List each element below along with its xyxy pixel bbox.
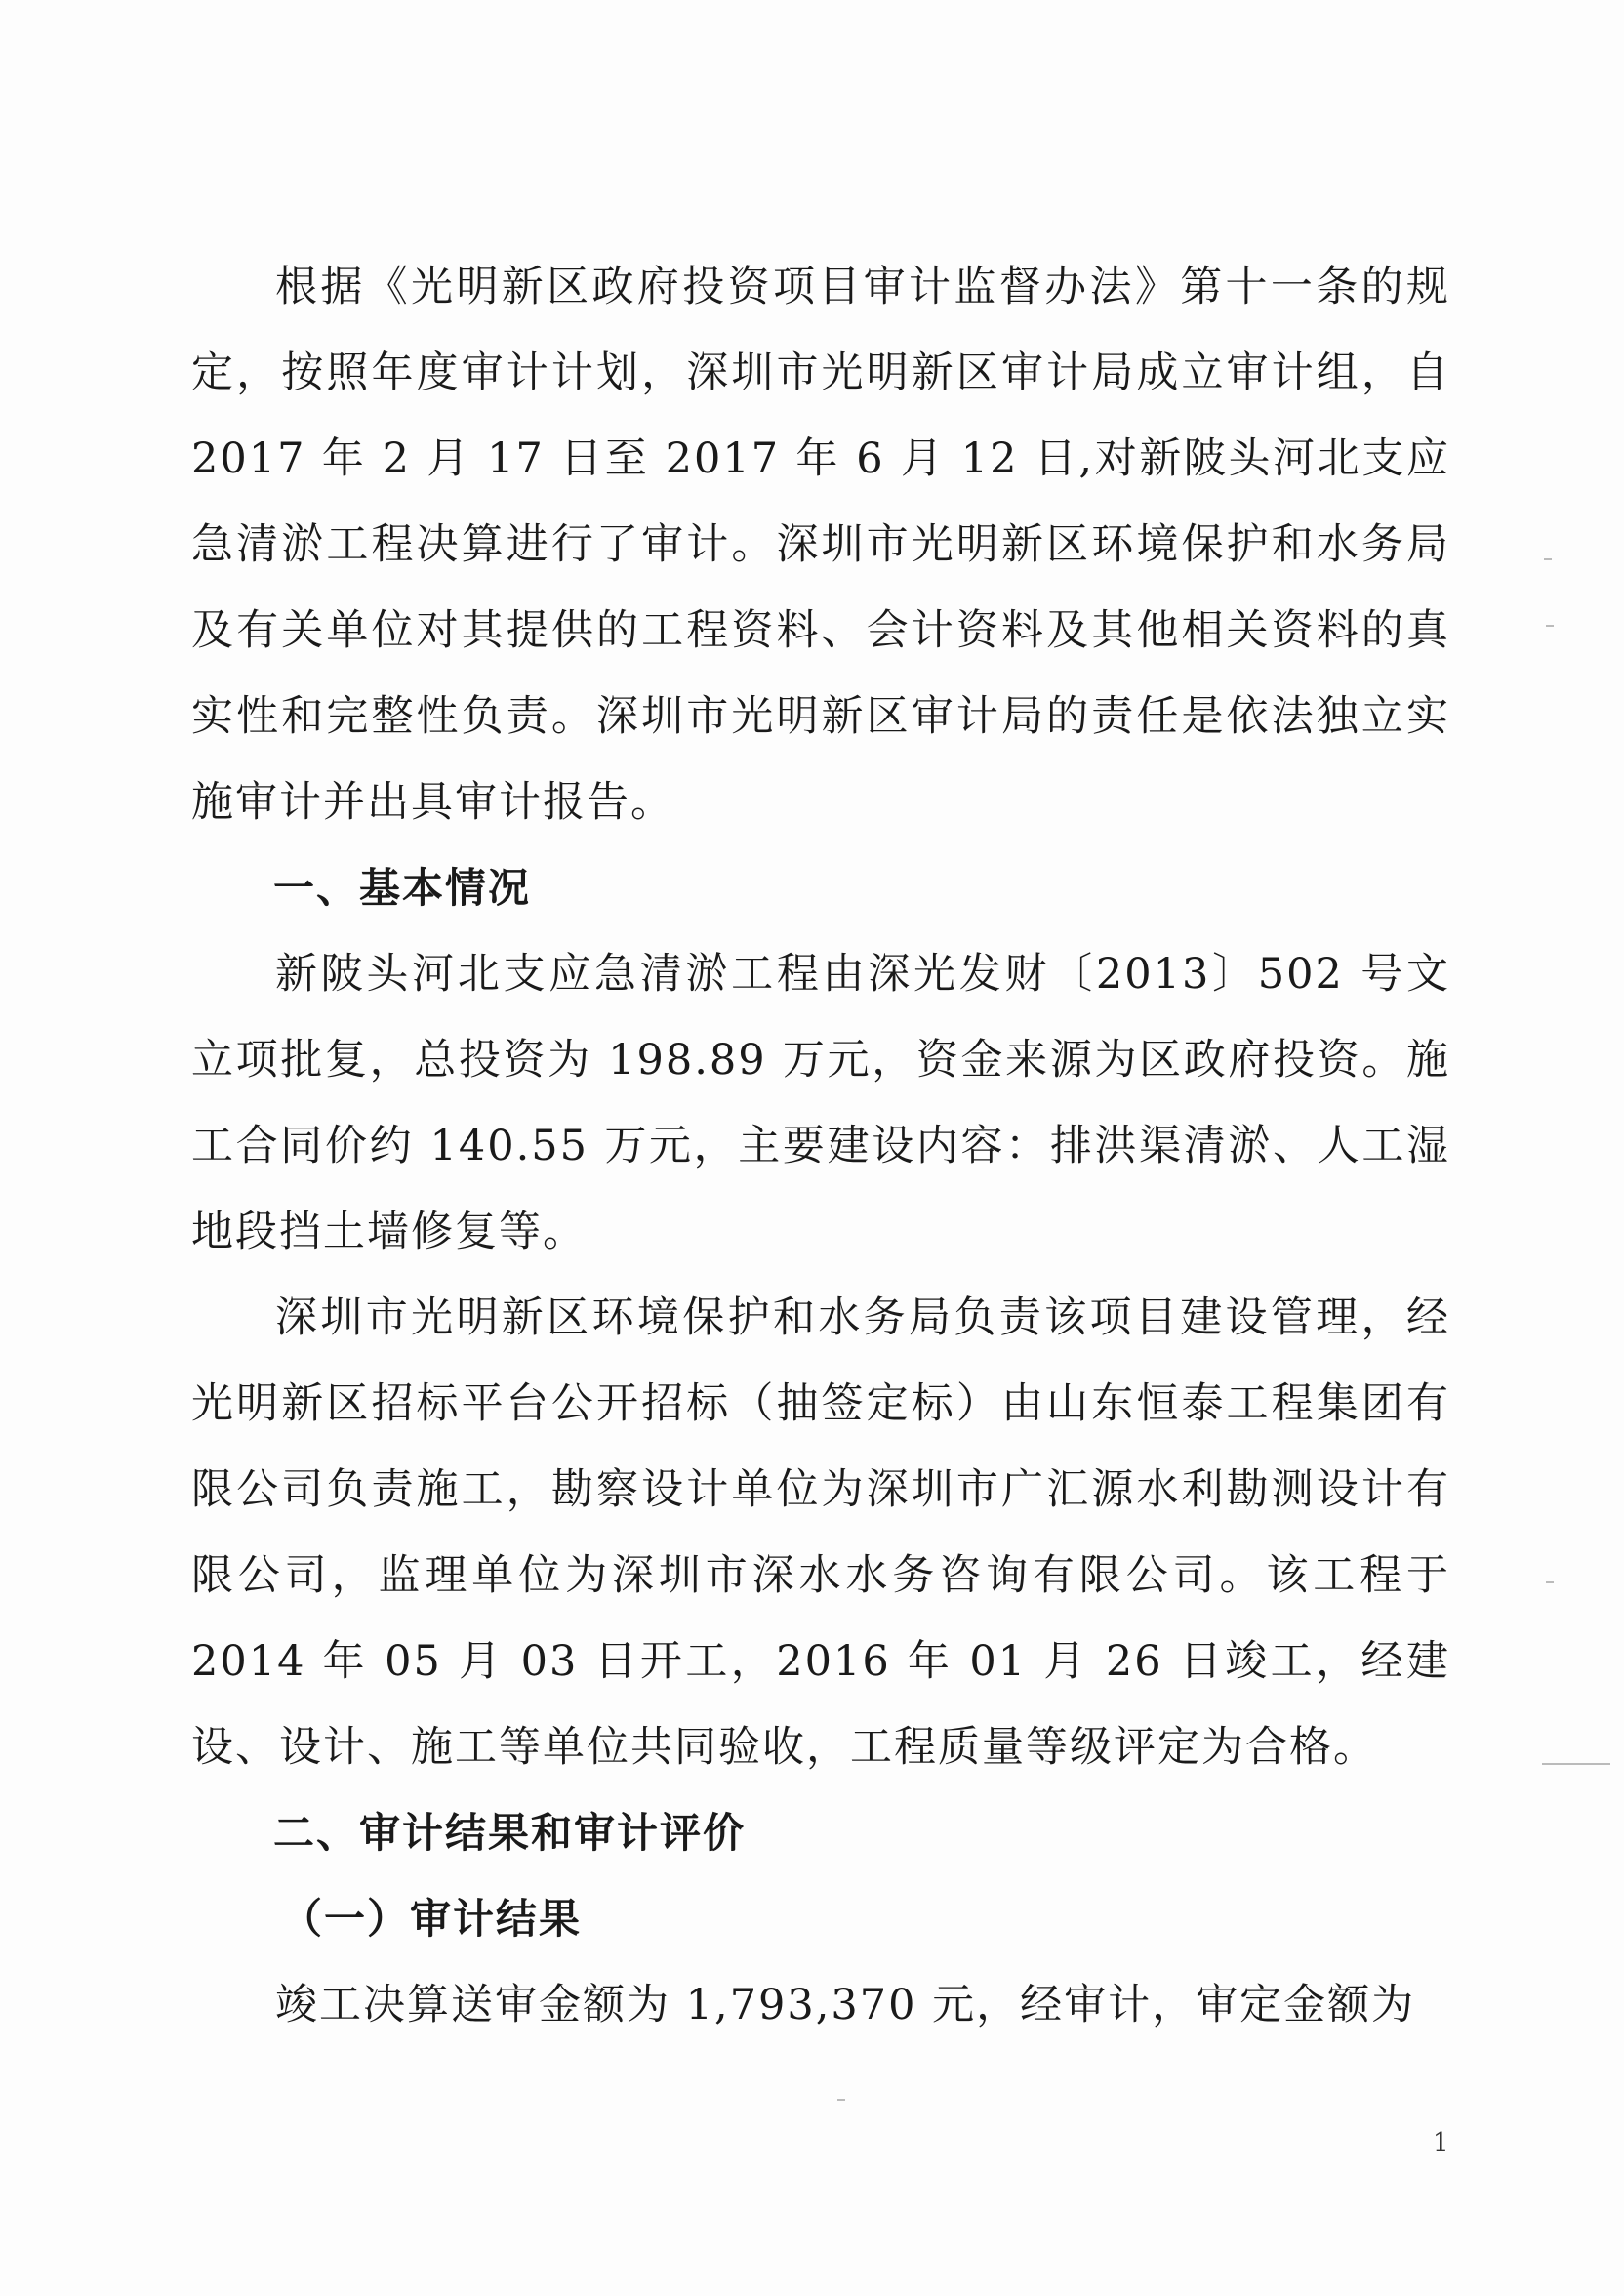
scan-artifact-dot [1546, 625, 1554, 627]
section-heading-audit-results: 二、审计结果和审计评价 [273, 1809, 747, 1857]
scan-artifact-dot [837, 2099, 845, 2101]
scan-artifact-line [1542, 1763, 1610, 1765]
basic-info-paragraph-1: 新陂头河北支应急清淤工程由深光发财〔2013〕502 号文立项批复，总投资为 198.89 万元，资金来源为区政府投资。施工合同价约 140.55 万元，主要建设内容：排洪渠清淤、人工湿地段挡土墙修复等。 [191, 950, 1450, 1256]
basic-info-paragraph-2: 深圳市光明新区环境保护和水务局负责该项目建设管理，经光明新区招标平台公开招标（抽签定标）由山东恒泰工程集团有限公司负责施工，勘察设计单位为深圳市广汇源水利勘测设计有限公司，监理单位为深圳市深水水务咨询有限公司。该工程于 2014 年 05 月 03 日开工，2016 年 01 月 26 日竣工，经建设、设计、施工等单位共同验收，工程质量等级评定为合格。 [191, 1293, 1450, 1772]
document-body [191, 244, 1450, 2048]
section-heading-basic-info: 一、基本情况 [273, 864, 532, 912]
audit-result-paragraph: 竣工决算送审金额为 1,793,370 元，经审计，审定金额为 [275, 1981, 1416, 2030]
scan-artifact-dot [1544, 558, 1552, 560]
intro-paragraph: 根据《光明新区政府投资项目审计监督办法》第十一条的规定，按照年度审计计划，深圳市光明新区审计局成立审计组，自 2017 年 2 月 17 日至 2017 年 6 月 12 日,对新陂头河北支应急清淤工程决算进行了审计。深圳市光明新区环境保护和水务局及有关单位对其提供的工程资料、会计资料及其他相关资料的真实性和完整性负责。深圳市光明新区审计局的责任是依法独立实施审计并出具审计报告。 [191, 263, 1450, 827]
page-number: 1 [1433, 2128, 1449, 2157]
scan-artifact-dot [1546, 1581, 1554, 1583]
subsection-heading-audit-result: （一）审计结果 [281, 1895, 583, 1943]
